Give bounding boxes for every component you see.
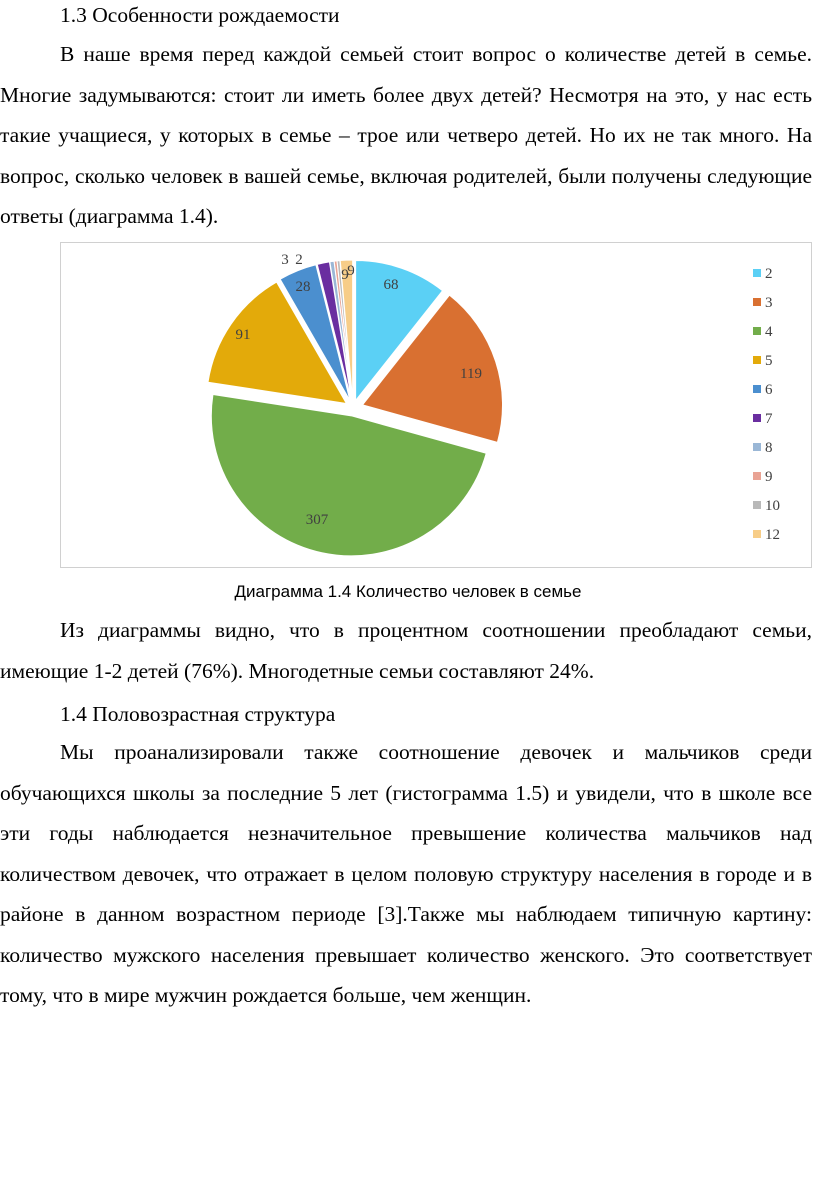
legend-label-6: 6	[765, 382, 773, 398]
paragraph-chart-conclusion	[0, 610, 812, 691]
legend-item-10	[753, 498, 780, 514]
chart-legend	[753, 266, 780, 543]
legend-label-10: 10	[765, 498, 780, 514]
legend-label-9: 9	[765, 469, 773, 485]
legend-swatch-2	[753, 269, 761, 277]
legend-swatch-4	[753, 327, 761, 335]
legend-item-9	[753, 469, 773, 485]
legend-label-12: 12	[765, 527, 780, 543]
section-heading-1-4: 1.4 Половозрастная структура	[60, 702, 336, 726]
legend-item-6	[753, 382, 773, 398]
paragraph-text: Мы проанализировали также соотношение девочек и мальчиков среди обучающихся школы за последние 5 лет (гистограмма 1.5) и увидели, что в школе все эти годы наблюдается незначительное превышение количества мальчиков над количеством девочек, что отражает в целом половую структуру населения в городе и в районе в данном возрастном периоде [3].Также мы наблюдаем типичную картину: количество мужского населения превышает количество женского. Это соответствует тому, что в мире мужчин рождается больше, чем женщин.	[0, 740, 812, 1007]
pie-chart-frame	[60, 242, 812, 568]
legend-item-12	[753, 527, 780, 543]
legend-label-8: 8	[765, 440, 773, 456]
paragraph-family-question	[0, 34, 812, 237]
data-label-9: 2	[295, 252, 303, 268]
legend-swatch-9	[753, 472, 761, 480]
legend-swatch-3	[753, 298, 761, 306]
data-label-12: 9	[341, 267, 349, 283]
chart-caption: Диаграмма 1.4 Количество человек в семье	[234, 582, 582, 601]
legend-item-4	[753, 324, 773, 340]
data-label-3: 119	[460, 366, 482, 382]
legend-label-7: 7	[765, 411, 773, 427]
legend-swatch-8	[753, 443, 761, 451]
legend-item-3	[753, 295, 773, 311]
legend-swatch-5	[753, 356, 761, 364]
legend-item-8	[753, 440, 773, 456]
data-label-4: 307	[305, 512, 329, 528]
paragraph-gender-structure	[0, 732, 812, 1016]
paragraph-text: Из диаграммы видно, что в процентном соотношении преобладают семьи, имеющие 1-2 детей (76%). Многодетные семьи составляют 24%.	[0, 618, 812, 683]
data-label-8: 3	[281, 252, 289, 268]
data-label-5: 91	[235, 327, 251, 343]
legend-label-5: 5	[765, 353, 773, 369]
legend-swatch-7	[753, 414, 761, 422]
legend-label-2: 2	[765, 266, 773, 282]
data-label-6: 28	[295, 279, 311, 295]
pie-chart	[61, 243, 811, 567]
legend-label-4: 4	[765, 324, 773, 340]
legend-label-3: 3	[765, 295, 773, 311]
section-heading-1-3: 1.3 Особенности рождаемости	[60, 3, 340, 27]
data-label-2: 68	[383, 277, 399, 293]
legend-item-2	[753, 266, 773, 282]
legend-swatch-6	[753, 385, 761, 393]
legend-item-7	[753, 411, 773, 427]
legend-swatch-10	[753, 501, 761, 509]
paragraph-text: В наше время перед каждой семьей стоит вопрос о количестве детей в семье. Многие задумываются: стоит ли иметь более двух детей? Несмотря на это, у нас есть такие учащиеся, у которых в семье – трое или четверо детей. Но их не так много. На вопрос, сколько человек в вашей семье, включая родителей, были получены следующие ответы (диаграмма 1.4).	[0, 42, 812, 228]
legend-item-5	[753, 353, 773, 369]
legend-swatch-12	[753, 530, 761, 538]
pie-slices	[208, 260, 502, 556]
data-label-7: 9	[347, 263, 355, 279]
